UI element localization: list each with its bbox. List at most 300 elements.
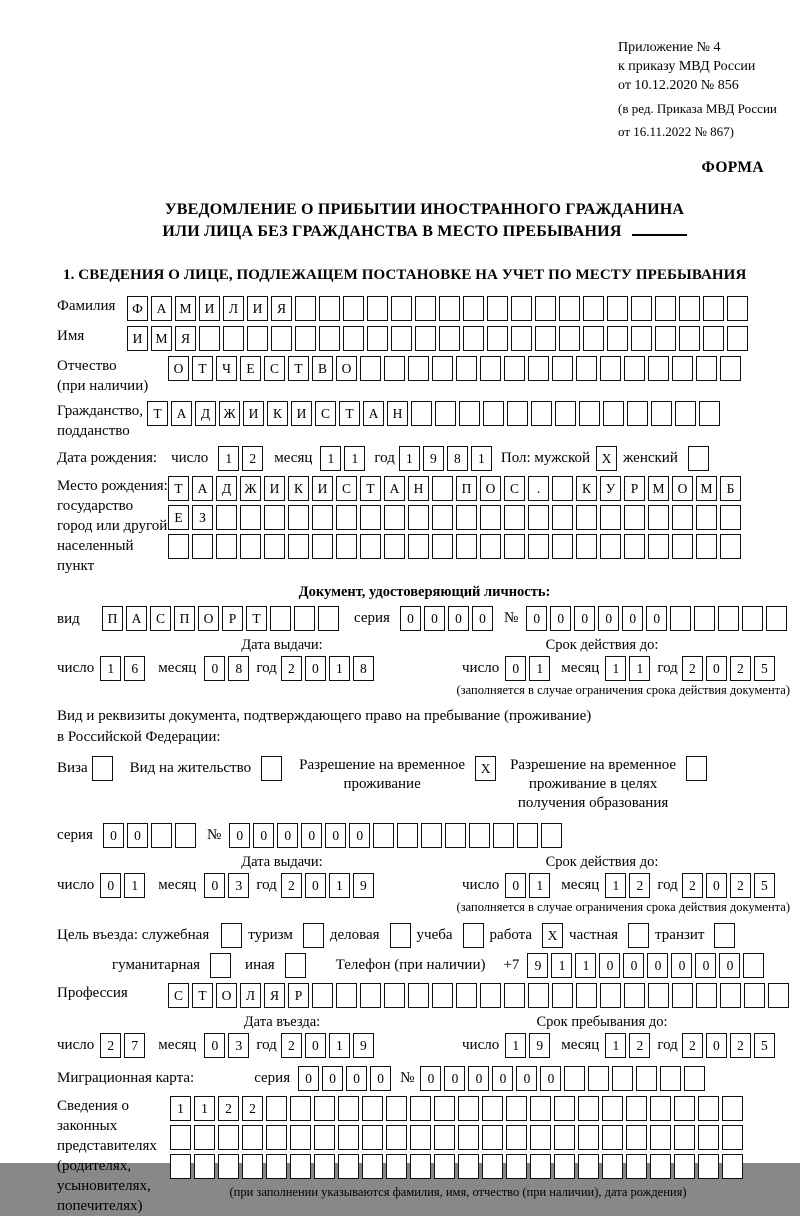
char-cell[interactable]: А <box>126 606 147 631</box>
birth-place-row3-cells[interactable] <box>168 534 744 559</box>
char-cell[interactable] <box>312 534 333 559</box>
char-cell[interactable] <box>679 326 700 351</box>
char-cell[interactable] <box>397 823 418 848</box>
char-cell[interactable] <box>600 983 621 1008</box>
char-cell[interactable]: Р <box>222 606 243 631</box>
surname-cells[interactable] <box>127 296 751 321</box>
char-cell[interactable] <box>504 534 525 559</box>
char-cell[interactable]: 5 <box>754 1033 775 1058</box>
char-cell[interactable]: 0 <box>706 873 727 898</box>
char-cell[interactable] <box>600 534 621 559</box>
char-cell[interactable] <box>168 534 189 559</box>
char-cell[interactable]: Д <box>216 476 237 501</box>
char-cell[interactable]: Т <box>192 983 213 1008</box>
char-cell[interactable] <box>247 326 268 351</box>
char-cell[interactable] <box>506 1125 527 1150</box>
char-cell[interactable] <box>655 296 676 321</box>
doc-issue-day-cells[interactable] <box>100 656 148 681</box>
char-cell[interactable]: М <box>696 476 717 501</box>
char-cell[interactable] <box>194 1125 215 1150</box>
char-cell[interactable] <box>314 1154 335 1179</box>
char-cell[interactable]: К <box>267 401 288 426</box>
char-cell[interactable] <box>432 983 453 1008</box>
char-cell[interactable]: 0 <box>671 953 692 978</box>
char-cell[interactable] <box>576 356 597 381</box>
char-cell[interactable] <box>588 1066 609 1091</box>
char-cell[interactable]: 2 <box>281 656 302 681</box>
char-cell[interactable] <box>469 823 490 848</box>
char-cell[interactable]: Я <box>264 983 285 1008</box>
char-cell[interactable] <box>624 983 645 1008</box>
char-cell[interactable] <box>602 1125 623 1150</box>
char-cell[interactable] <box>698 1125 719 1150</box>
char-cell[interactable]: 0 <box>103 823 124 848</box>
char-cell[interactable]: Л <box>223 296 244 321</box>
char-cell[interactable] <box>552 356 573 381</box>
char-cell[interactable] <box>636 1066 657 1091</box>
char-cell[interactable]: 0 <box>516 1066 537 1091</box>
char-cell[interactable]: 0 <box>622 606 643 631</box>
char-cell[interactable] <box>576 505 597 530</box>
char-cell[interactable]: Т <box>147 401 168 426</box>
char-cell[interactable] <box>216 534 237 559</box>
char-cell[interactable]: З <box>192 505 213 530</box>
char-cell[interactable] <box>722 1125 743 1150</box>
char-cell[interactable] <box>600 356 621 381</box>
doc-valid-day-cells[interactable] <box>505 656 553 681</box>
char-cell[interactable]: 2 <box>281 1033 302 1058</box>
stay-day-cells[interactable] <box>505 1033 553 1058</box>
char-cell[interactable] <box>434 1125 455 1150</box>
char-cell[interactable] <box>314 1125 335 1150</box>
char-cell[interactable] <box>458 1096 479 1121</box>
char-cell[interactable] <box>290 1125 311 1150</box>
char-cell[interactable] <box>223 326 244 351</box>
residence-permit-checkbox[interactable] <box>261 756 282 781</box>
char-cell[interactable] <box>698 1154 719 1179</box>
char-cell[interactable] <box>578 1096 599 1121</box>
char-cell[interactable]: 8 <box>447 446 468 471</box>
char-cell[interactable] <box>408 983 429 1008</box>
visa-checkbox[interactable] <box>92 756 113 781</box>
char-cell[interactable]: Е <box>168 505 189 530</box>
char-cell[interactable] <box>360 505 381 530</box>
char-cell[interactable]: П <box>174 606 195 631</box>
char-cell[interactable] <box>290 1096 311 1121</box>
char-cell[interactable]: 0 <box>574 606 595 631</box>
char-cell[interactable]: 1 <box>629 656 650 681</box>
purpose-work-checkbox[interactable]: X <box>542 923 563 948</box>
char-cell[interactable]: И <box>247 296 268 321</box>
char-cell[interactable] <box>720 983 741 1008</box>
char-cell[interactable] <box>482 1096 503 1121</box>
char-cell[interactable] <box>415 296 436 321</box>
char-cell[interactable]: Л <box>240 983 261 1008</box>
char-cell[interactable]: 0 <box>204 1033 225 1058</box>
char-cell[interactable]: С <box>315 401 336 426</box>
char-cell[interactable] <box>218 1125 239 1150</box>
char-cell[interactable] <box>192 534 213 559</box>
char-cell[interactable] <box>456 356 477 381</box>
char-cell[interactable] <box>541 823 562 848</box>
char-cell[interactable] <box>626 1125 647 1150</box>
char-cell[interactable] <box>507 401 528 426</box>
char-cell[interactable] <box>528 983 549 1008</box>
char-cell[interactable]: П <box>456 476 477 501</box>
char-cell[interactable] <box>391 296 412 321</box>
char-cell[interactable]: А <box>384 476 405 501</box>
permit-issue-day-cells[interactable] <box>100 873 148 898</box>
char-cell[interactable]: 1 <box>329 873 350 898</box>
char-cell[interactable]: М <box>151 326 172 351</box>
permit-issue-year-cells[interactable] <box>281 873 377 898</box>
char-cell[interactable]: 3 <box>228 1033 249 1058</box>
char-cell[interactable] <box>439 296 460 321</box>
char-cell[interactable]: С <box>168 983 189 1008</box>
char-cell[interactable]: 1 <box>529 656 550 681</box>
char-cell[interactable]: 0 <box>127 823 148 848</box>
char-cell[interactable]: 0 <box>298 1066 319 1091</box>
char-cell[interactable]: 0 <box>719 953 740 978</box>
representatives-row3-cells[interactable] <box>170 1154 746 1179</box>
char-cell[interactable]: 1 <box>605 656 626 681</box>
char-cell[interactable]: 0 <box>706 656 727 681</box>
char-cell[interactable]: Т <box>246 606 267 631</box>
doc-number-cells[interactable] <box>526 606 790 631</box>
char-cell[interactable] <box>410 1096 431 1121</box>
char-cell[interactable] <box>434 1096 455 1121</box>
char-cell[interactable]: 2 <box>242 1096 263 1121</box>
doc-issue-month-cells[interactable] <box>204 656 252 681</box>
char-cell[interactable] <box>607 296 628 321</box>
char-cell[interactable]: 9 <box>353 873 374 898</box>
char-cell[interactable] <box>511 326 532 351</box>
char-cell[interactable] <box>480 534 501 559</box>
char-cell[interactable] <box>242 1154 263 1179</box>
char-cell[interactable]: С <box>264 356 285 381</box>
char-cell[interactable] <box>504 505 525 530</box>
char-cell[interactable]: 0 <box>550 606 571 631</box>
char-cell[interactable]: Ф <box>127 296 148 321</box>
char-cell[interactable]: Ж <box>219 401 240 426</box>
char-cell[interactable]: 9 <box>529 1033 550 1058</box>
char-cell[interactable]: А <box>363 401 384 426</box>
char-cell[interactable]: 0 <box>204 873 225 898</box>
char-cell[interactable]: Т <box>192 356 213 381</box>
char-cell[interactable] <box>535 326 556 351</box>
char-cell[interactable] <box>456 505 477 530</box>
char-cell[interactable] <box>698 1096 719 1121</box>
char-cell[interactable]: 0 <box>647 953 668 978</box>
char-cell[interactable] <box>744 983 765 1008</box>
char-cell[interactable]: 2 <box>730 656 751 681</box>
doc-valid-year-cells[interactable] <box>682 656 778 681</box>
char-cell[interactable] <box>624 356 645 381</box>
char-cell[interactable]: 0 <box>305 656 326 681</box>
char-cell[interactable]: 1 <box>170 1096 191 1121</box>
char-cell[interactable] <box>439 326 460 351</box>
char-cell[interactable] <box>386 1096 407 1121</box>
char-cell[interactable] <box>319 296 340 321</box>
birth-year-cells[interactable] <box>399 446 495 471</box>
char-cell[interactable] <box>552 983 573 1008</box>
char-cell[interactable] <box>432 534 453 559</box>
female-checkbox[interactable] <box>688 446 709 471</box>
char-cell[interactable] <box>362 1096 383 1121</box>
char-cell[interactable] <box>696 534 717 559</box>
char-cell[interactable] <box>338 1154 359 1179</box>
char-cell[interactable] <box>456 983 477 1008</box>
char-cell[interactable] <box>360 534 381 559</box>
char-cell[interactable] <box>483 401 504 426</box>
char-cell[interactable]: И <box>264 476 285 501</box>
char-cell[interactable] <box>674 1096 695 1121</box>
char-cell[interactable] <box>295 326 316 351</box>
char-cell[interactable] <box>651 401 672 426</box>
char-cell[interactable] <box>727 296 748 321</box>
birth-place-row1-cells[interactable] <box>168 476 744 501</box>
char-cell[interactable] <box>530 1125 551 1150</box>
char-cell[interactable] <box>408 356 429 381</box>
char-cell[interactable]: С <box>504 476 525 501</box>
doc-series-cells[interactable] <box>400 606 496 631</box>
char-cell[interactable] <box>367 296 388 321</box>
char-cell[interactable]: 0 <box>646 606 667 631</box>
char-cell[interactable] <box>576 983 597 1008</box>
char-cell[interactable]: 1 <box>100 656 121 681</box>
char-cell[interactable] <box>386 1154 407 1179</box>
char-cell[interactable] <box>602 1096 623 1121</box>
char-cell[interactable] <box>295 296 316 321</box>
profession-cells[interactable] <box>168 983 792 1008</box>
purpose-study-checkbox[interactable] <box>463 923 484 948</box>
doc-valid-month-cells[interactable] <box>605 656 653 681</box>
char-cell[interactable] <box>336 534 357 559</box>
char-cell[interactable] <box>703 296 724 321</box>
birth-day-cells[interactable] <box>218 446 266 471</box>
char-cell[interactable] <box>458 1154 479 1179</box>
stay-month-cells[interactable] <box>605 1033 653 1058</box>
char-cell[interactable]: В <box>312 356 333 381</box>
char-cell[interactable]: 1 <box>344 446 365 471</box>
permit-number-cells[interactable] <box>229 823 565 848</box>
char-cell[interactable] <box>612 1066 633 1091</box>
char-cell[interactable] <box>672 505 693 530</box>
char-cell[interactable] <box>650 1096 671 1121</box>
char-cell[interactable] <box>742 606 763 631</box>
char-cell[interactable] <box>432 356 453 381</box>
char-cell[interactable] <box>338 1096 359 1121</box>
permit-valid-day-cells[interactable] <box>505 873 553 898</box>
char-cell[interactable]: 0 <box>277 823 298 848</box>
phone-cells[interactable] <box>527 953 767 978</box>
char-cell[interactable] <box>720 534 741 559</box>
char-cell[interactable]: О <box>168 356 189 381</box>
migration-number-cells[interactable] <box>420 1066 708 1091</box>
char-cell[interactable]: 0 <box>322 1066 343 1091</box>
entry-year-cells[interactable] <box>281 1033 377 1058</box>
char-cell[interactable] <box>459 401 480 426</box>
doc-kind-cells[interactable] <box>102 606 342 631</box>
char-cell[interactable] <box>564 1066 585 1091</box>
char-cell[interactable]: 8 <box>228 656 249 681</box>
char-cell[interactable]: 1 <box>320 446 341 471</box>
char-cell[interactable]: 9 <box>353 1033 374 1058</box>
stay-year-cells[interactable] <box>682 1033 778 1058</box>
char-cell[interactable] <box>650 1154 671 1179</box>
char-cell[interactable] <box>216 505 237 530</box>
migration-series-cells[interactable] <box>298 1066 394 1091</box>
char-cell[interactable]: С <box>150 606 171 631</box>
char-cell[interactable] <box>672 534 693 559</box>
doc-issue-year-cells[interactable] <box>281 656 377 681</box>
char-cell[interactable]: 2 <box>682 873 703 898</box>
char-cell[interactable]: 2 <box>730 873 751 898</box>
char-cell[interactable] <box>294 606 315 631</box>
char-cell[interactable] <box>626 1096 647 1121</box>
char-cell[interactable] <box>535 296 556 321</box>
char-cell[interactable] <box>434 1154 455 1179</box>
char-cell[interactable]: Т <box>168 476 189 501</box>
char-cell[interactable] <box>559 326 580 351</box>
char-cell[interactable] <box>674 1125 695 1150</box>
char-cell[interactable]: 0 <box>325 823 346 848</box>
char-cell[interactable] <box>675 401 696 426</box>
char-cell[interactable]: Н <box>387 401 408 426</box>
char-cell[interactable] <box>506 1096 527 1121</box>
char-cell[interactable]: 2 <box>730 1033 751 1058</box>
char-cell[interactable] <box>703 326 724 351</box>
char-cell[interactable] <box>384 983 405 1008</box>
char-cell[interactable]: И <box>291 401 312 426</box>
char-cell[interactable] <box>768 983 789 1008</box>
char-cell[interactable] <box>670 606 691 631</box>
char-cell[interactable] <box>435 401 456 426</box>
char-cell[interactable]: 0 <box>505 873 526 898</box>
char-cell[interactable] <box>411 401 432 426</box>
char-cell[interactable]: 1 <box>399 446 420 471</box>
char-cell[interactable] <box>672 983 693 1008</box>
char-cell[interactable]: У <box>600 476 621 501</box>
char-cell[interactable]: Ж <box>240 476 261 501</box>
purpose-official-checkbox[interactable] <box>221 923 242 948</box>
char-cell[interactable]: Р <box>624 476 645 501</box>
purpose-tourism-checkbox[interactable] <box>303 923 324 948</box>
char-cell[interactable]: 0 <box>472 606 493 631</box>
char-cell[interactable]: 0 <box>492 1066 513 1091</box>
char-cell[interactable] <box>480 356 501 381</box>
char-cell[interactable] <box>410 1154 431 1179</box>
char-cell[interactable]: Д <box>195 401 216 426</box>
char-cell[interactable]: А <box>151 296 172 321</box>
char-cell[interactable]: О <box>216 983 237 1008</box>
char-cell[interactable] <box>432 505 453 530</box>
char-cell[interactable]: О <box>198 606 219 631</box>
char-cell[interactable] <box>415 326 436 351</box>
char-cell[interactable] <box>218 1154 239 1179</box>
char-cell[interactable]: 2 <box>682 656 703 681</box>
char-cell[interactable]: П <box>102 606 123 631</box>
char-cell[interactable] <box>391 326 412 351</box>
char-cell[interactable] <box>554 1096 575 1121</box>
purpose-business-checkbox[interactable] <box>390 923 411 948</box>
char-cell[interactable] <box>506 1154 527 1179</box>
char-cell[interactable] <box>373 823 394 848</box>
char-cell[interactable] <box>699 401 720 426</box>
char-cell[interactable] <box>528 505 549 530</box>
char-cell[interactable] <box>504 356 525 381</box>
char-cell[interactable]: 2 <box>629 1033 650 1058</box>
char-cell[interactable] <box>151 823 172 848</box>
char-cell[interactable] <box>603 401 624 426</box>
char-cell[interactable]: 1 <box>471 446 492 471</box>
char-cell[interactable]: 0 <box>305 1033 326 1058</box>
representatives-row1-cells[interactable] <box>170 1096 746 1121</box>
char-cell[interactable] <box>528 534 549 559</box>
char-cell[interactable]: 1 <box>124 873 145 898</box>
char-cell[interactable]: 1 <box>605 873 626 898</box>
char-cell[interactable] <box>240 534 261 559</box>
char-cell[interactable] <box>367 326 388 351</box>
char-cell[interactable]: 0 <box>599 953 620 978</box>
char-cell[interactable] <box>170 1154 191 1179</box>
permit-valid-month-cells[interactable] <box>605 873 653 898</box>
representatives-row2-cells[interactable] <box>170 1125 746 1150</box>
char-cell[interactable] <box>270 606 291 631</box>
char-cell[interactable]: Т <box>288 356 309 381</box>
char-cell[interactable] <box>271 326 292 351</box>
name-cells[interactable] <box>127 326 751 351</box>
char-cell[interactable] <box>288 505 309 530</box>
char-cell[interactable]: 1 <box>194 1096 215 1121</box>
char-cell[interactable] <box>766 606 787 631</box>
char-cell[interactable] <box>408 534 429 559</box>
char-cell[interactable] <box>482 1154 503 1179</box>
char-cell[interactable]: О <box>336 356 357 381</box>
char-cell[interactable] <box>631 326 652 351</box>
char-cell[interactable]: Т <box>339 401 360 426</box>
char-cell[interactable] <box>631 296 652 321</box>
char-cell[interactable]: 0 <box>420 1066 441 1091</box>
char-cell[interactable] <box>578 1154 599 1179</box>
char-cell[interactable] <box>727 326 748 351</box>
char-cell[interactable]: М <box>175 296 196 321</box>
char-cell[interactable] <box>517 823 538 848</box>
char-cell[interactable]: 8 <box>353 656 374 681</box>
char-cell[interactable] <box>386 1125 407 1150</box>
char-cell[interactable]: 0 <box>370 1066 391 1091</box>
char-cell[interactable] <box>463 296 484 321</box>
char-cell[interactable] <box>199 326 220 351</box>
char-cell[interactable]: 1 <box>575 953 596 978</box>
char-cell[interactable] <box>266 1125 287 1150</box>
char-cell[interactable] <box>600 505 621 530</box>
char-cell[interactable]: 1 <box>551 953 572 978</box>
char-cell[interactable]: 2 <box>100 1033 121 1058</box>
char-cell[interactable]: 2 <box>682 1033 703 1058</box>
char-cell[interactable]: 0 <box>540 1066 561 1091</box>
char-cell[interactable] <box>288 534 309 559</box>
char-cell[interactable] <box>722 1096 743 1121</box>
char-cell[interactable] <box>421 823 442 848</box>
char-cell[interactable] <box>264 505 285 530</box>
char-cell[interactable]: Н <box>408 476 429 501</box>
char-cell[interactable] <box>552 534 573 559</box>
char-cell[interactable]: 3 <box>228 873 249 898</box>
char-cell[interactable]: А <box>192 476 213 501</box>
char-cell[interactable] <box>456 534 477 559</box>
purpose-humanitarian-checkbox[interactable] <box>210 953 231 978</box>
